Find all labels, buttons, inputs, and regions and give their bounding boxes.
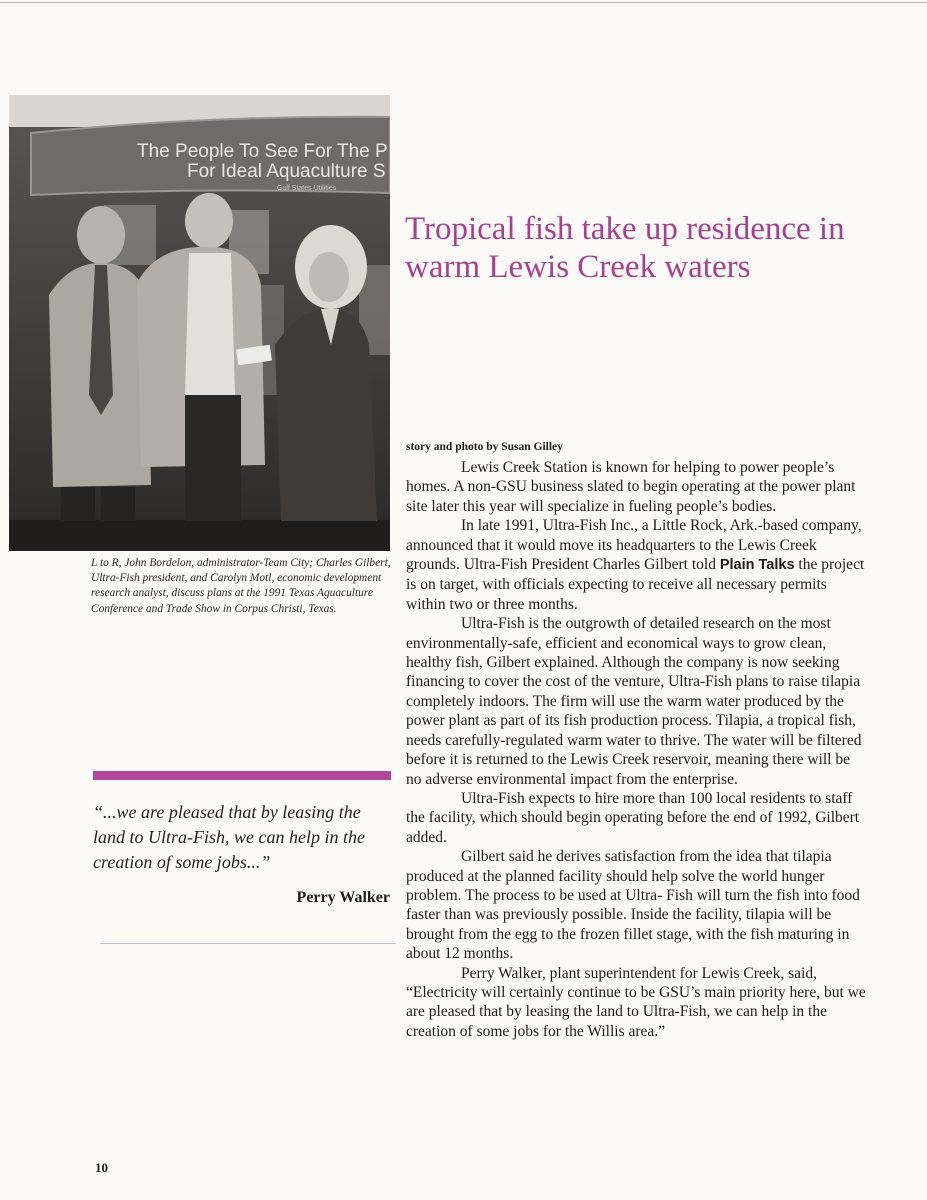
photo-illustration <box>9 95 390 551</box>
photo-caption: L to R, John Bordelon, administrator-Team City; Charles Gilbert, Ultra-Fish president, and Carolyn Motl, economic development research analyst, discuss plans at the 1991 Texas Aguaculture Conference and Trade Show in Corpus Christi, Texas. <box>91 557 391 615</box>
article-paragraph-4: Ultra-Fish expects to hire more than 100 local residents to staff the facility, which should begin operating before the end of 1992, Gilbert added. <box>406 789 860 846</box>
top-rule <box>0 2 927 3</box>
banner-small-text: Gulf States Utilities <box>277 185 337 192</box>
article-paragraph-3: Ultra-Fish is the outgrowth of detailed research on the most environmentally-safe, efficient and economical ways to grow clean, healthy fish, Gilbert explained. Although the company is now seeking financing to cover the cost of the venture, Ultra-Fish plans to raise tilapia completely indoors. The firm will use the warm water produced by the power plant as part of its fish production process. Tilapia, a tropical fish, needs carefully-regulated warm water to thrive. The water will be filtered before it is returned to the Lewis Creek reservoir, meaning there will be no adverse environmental impact from the enterprise. <box>406 615 862 788</box>
pull-quote: “...we are pleased that by leasing the land to Ultra-Fish, we can help in the creation of some jobs...” <box>93 802 365 872</box>
article-paragraph-1: Lewis Creek Station is known for helping to power people’s homes. A non-GSU business slated to begin operating at the power plant site later this year will specialize in fueling people’s bodies. <box>406 459 856 515</box>
trade-show-photo <box>9 95 390 551</box>
article-byline: story and photo by Susan Gilley <box>406 441 563 453</box>
article-body <box>406 458 868 1041</box>
article-paragraph-5: Gilbert said he derives satisfaction from the idea that tilapia produced at the planned facility should help solve the world hunger problem. The process to be used at Ultra- Fish will turn the fish into food faster than was previously possible. Inside the facility, tilapia will be brought from the egg to the frozen fillet stage, with the fish maturing in about 12 months. <box>406 848 860 963</box>
article-paragraph-6: Perry Walker, plant superintendent for Lewis Creek, said, “Electricity will certainly continue to be GSU’s main priority here, but we are pleased that by leasing the land to Ultra-Fish, we can help in the creation of some jobs for the Willis area.” <box>406 964 866 1040</box>
pull-quote-rule <box>100 943 396 944</box>
article-paragraph-2-end: the project is on target, with officials expecting to receive all necessary permits within two or three months. <box>406 556 865 613</box>
banner-line-1: The People To See For The P <box>137 141 388 162</box>
article-paragraph-2-start: In late 1991, Ultra-Fish Inc., a Little Rock, Ark.-based company, announced that it would move its headquarters to the Lewis Creek grounds. Ultra-Fish President Charles Gilbert told <box>406 517 862 574</box>
pull-quote-author: Perry Walker <box>296 889 390 906</box>
article-paragraph-2 <box>406 516 868 614</box>
pull-quote-bar <box>93 771 391 780</box>
banner-line-2: For Ideal Aquaculture S <box>187 161 386 182</box>
page-number: 10 <box>95 1160 108 1175</box>
publication-name: Plain Talks <box>719 557 795 574</box>
article-headline: Tropical fish take up residence in warm Lewis Creek waters <box>405 211 845 285</box>
